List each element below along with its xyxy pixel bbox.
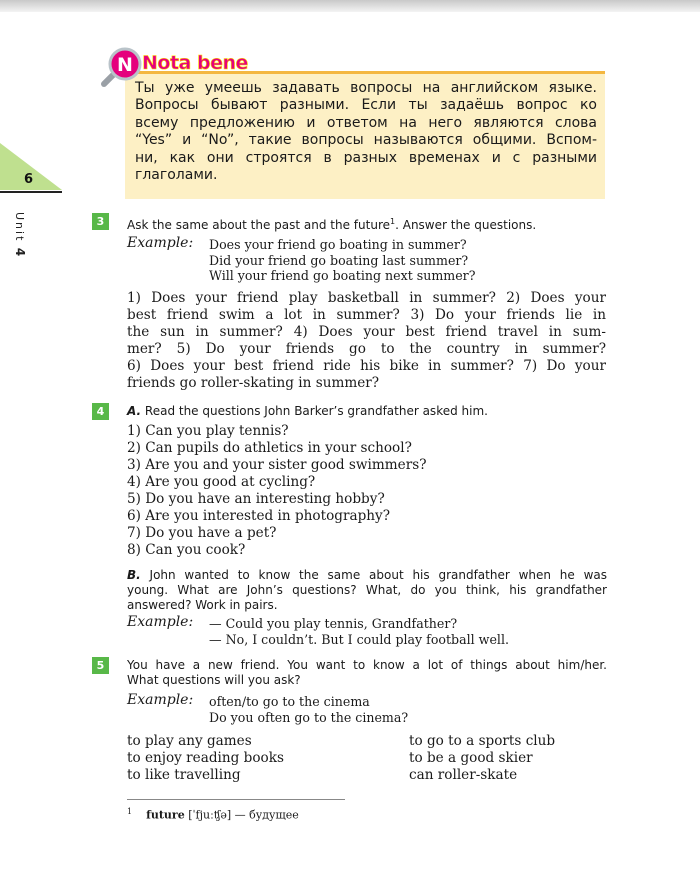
exercise-4-part-a-instruction xyxy=(127,404,488,419)
exercise-3-example-line: Did your friend go boating last summer? xyxy=(209,253,469,268)
exercise-5-left-item: to like travelling xyxy=(127,767,241,783)
exercise-5-instruction xyxy=(127,658,607,688)
nota-bene-line: Ты уже умеешь задавать вопросы на английском языке. xyxy=(135,80,597,96)
exercise-3-example-line: Does your friend go boating in summer? xyxy=(209,237,467,252)
footnote-rule xyxy=(127,799,345,800)
exercise-3-instruction-text: Ask the same about the past and the future xyxy=(127,218,391,232)
nota-bene-line: ни, как они строятся в разных временах и с разными xyxy=(135,149,597,166)
exercise-3-example-label: Example: xyxy=(127,235,194,251)
exercise-5-instruction-line: What questions will you ask? xyxy=(127,673,301,687)
exercise-5-example-line: Do you often go to the cinema? xyxy=(209,710,409,725)
footnote-ref: 1 xyxy=(390,217,396,226)
nota-bene-line: всему предложению и ответом на него являются слова xyxy=(135,114,597,131)
exercise-5-right-item: to go to a sports club xyxy=(409,733,556,749)
part-b-line: John wanted to know the same about his grandfather when he was xyxy=(149,568,607,582)
footnote-transcription: [ˈfjuːʧə] xyxy=(188,808,232,822)
exercise-4-example-label: Example: xyxy=(127,614,194,630)
exercise-3-paragraph-line: 1) Does your friend play basketball in summer? 2) Does your xyxy=(127,290,606,306)
exercise-4-question: 4) Are you good at cycling? xyxy=(127,474,316,490)
exercise-3-paragraph-line: 6) Does your best friend ride his bike in summer? 7) Do your xyxy=(127,358,606,374)
exercise-3-instruction-end: . Answer the questions. xyxy=(395,218,537,232)
exercise-4-question: 8) Can you cook? xyxy=(127,542,246,558)
exercise-3-example-line: Will your friend go boating next summer? xyxy=(209,268,476,283)
exercise-4-question: 6) Are you interested in photography? xyxy=(127,508,390,524)
exercise-5-right-item: to be a good skier xyxy=(409,750,533,766)
nota-bene-line: глаголами. xyxy=(135,167,218,184)
part-b-label: B. xyxy=(127,568,141,582)
exercise-5-instruction-line: You have a new friend. You want to know a lot of things about him/her. xyxy=(127,658,607,672)
exercise-5-right-item: can roller-skate xyxy=(409,767,518,783)
part-b-line: young. What are John’s questions? What, do you think, his grandfather xyxy=(127,583,607,597)
part-a-text: Read the questions John Barker’s grandfather asked him. xyxy=(144,404,488,418)
exercise-3-paragraph-line: best friend swim a lot in summer? 3) Do your friends lie in xyxy=(127,307,606,323)
exercise-5-example-label: Example: xyxy=(127,692,194,708)
page-number-rule xyxy=(0,191,62,193)
page-number: 6 xyxy=(24,172,34,187)
nota-bene-title: Nota bene xyxy=(142,52,248,74)
exercise-4-part-b-instruction xyxy=(127,568,607,613)
exercise-3-paragraph-line: friends go roller-skating in summer? xyxy=(127,375,380,391)
exercise-5-number: 5 xyxy=(92,657,109,674)
footnote xyxy=(127,807,299,822)
exercise-4-example-line: — No, I couldn’t. But I could play football well. xyxy=(209,632,509,647)
nota-bene-line: “Yes” и “No”, такие вопросы называются общими. Вспом- xyxy=(135,132,597,149)
nota-bene-line: Вопросы бывают разными. Если ты задаёшь вопрос ко xyxy=(135,97,597,114)
exercise-3-number: 3 xyxy=(92,213,109,230)
unit-number: 4 xyxy=(13,247,27,259)
exercise-3-paragraph-line: the sun in summer? 4) Does your best friend travel in sum- xyxy=(127,324,606,340)
exercise-4-number: 4 xyxy=(92,403,109,420)
exercise-4-question: 5) Do you have an interesting hobby? xyxy=(127,491,385,507)
exercise-4-question: 3) Are you and your sister good swimmers? xyxy=(127,457,427,473)
exercise-5-example-line: often/to go to the cinema xyxy=(209,694,370,709)
footnote-word: future xyxy=(146,808,185,822)
nota-bene-text xyxy=(135,80,597,184)
unit-word: Unit xyxy=(13,212,26,243)
footnote-marker: 1 xyxy=(127,807,133,816)
exercise-5-left-item: to play any games xyxy=(127,733,252,749)
svg-text:N: N xyxy=(117,54,133,76)
exercise-5-left-item: to enjoy reading books xyxy=(127,750,284,766)
exercise-4-question: 1) Can you play tennis? xyxy=(127,423,289,439)
top-shadow-bar xyxy=(0,0,700,12)
unit-label xyxy=(13,212,27,272)
part-b-line: answered? Work in pairs. xyxy=(127,598,278,612)
exercise-3-paragraph-line: mer? 5) Do your friends go to the country in summer? xyxy=(127,341,606,357)
footnote-dash: — xyxy=(234,808,246,822)
exercise-3-instruction xyxy=(127,214,536,233)
exercise-4-example-line: — Could you play tennis, Grandfather? xyxy=(209,616,458,631)
exercise-4-question: 2) Can pupils do athletics in your school? xyxy=(127,440,412,456)
exercise-4-question: 7) Do you have a pet? xyxy=(127,525,277,541)
part-a-label: A. xyxy=(127,404,142,418)
footnote-translation: будущее xyxy=(249,808,299,822)
